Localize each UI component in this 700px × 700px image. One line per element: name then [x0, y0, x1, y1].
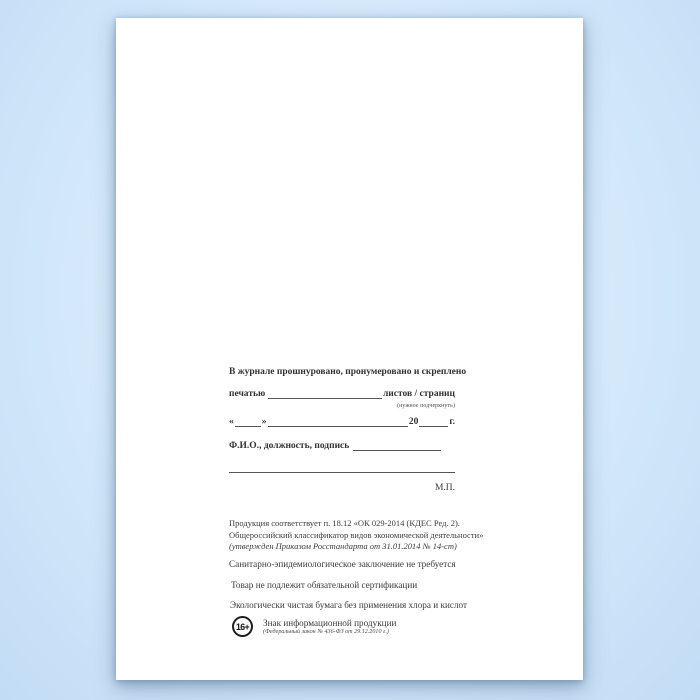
fio-line: [229, 441, 455, 451]
close-quote: »: [261, 417, 267, 427]
certification-note: Товар не подлежит обязательной сертификации: [231, 580, 418, 590]
compliance-line-2: Общероссийский классификатор видов экономической деятельности»: [229, 529, 484, 540]
info-product-title: Знак информационной продукции: [263, 618, 397, 628]
compliance-line-1: Продукция соответствует п. 18.12 «ОК 029-2014 (КДЕС Ред. 2).: [229, 518, 460, 528]
year-blank: [419, 425, 448, 427]
year-suffix: г.: [449, 417, 455, 427]
extra-signature-blank: [229, 462, 455, 473]
fio-label: Ф.И.О., должность, подпись: [229, 441, 350, 451]
seal-pechatyu-line: [229, 389, 455, 399]
year-prefix: 20: [408, 417, 419, 427]
eco-paper-note: Экологически чистая бумага без применения хлора и кислот: [230, 600, 468, 610]
sanitary-note: Санитарно-эпидемиологическое заключение не требуется: [229, 559, 456, 569]
sheets-count-blank: [268, 397, 382, 399]
federal-law-reference: (Федеральный закон № 436-ФЗ от 29.12.2010 г.): [263, 629, 389, 635]
compliance-line-3: (утвержден Приказом Росстандарта от 31.01.2014 № 14-ст): [229, 541, 457, 552]
sheets-pages-label: листов / страниц: [382, 389, 455, 399]
date-line: [229, 417, 455, 427]
age-16plus-icon: 16+: [232, 616, 253, 637]
text-block: [229, 18, 484, 680]
stamp-place-label: М.П.: [434, 483, 455, 493]
signature-blank: [353, 449, 441, 451]
day-blank: [235, 425, 261, 427]
open-quote: «: [229, 417, 234, 427]
info-product-mark: [229, 616, 455, 637]
underline-needed-note: (нужное подчеркнуть): [397, 403, 455, 409]
month-blank: [268, 425, 408, 427]
seal-statement-line: В журнале прошнуровано, пронумеровано и скреплено: [229, 367, 467, 377]
compliance-paragraph: [229, 518, 484, 553]
pechatyu-label: печатью: [229, 389, 266, 399]
document-page: [116, 18, 583, 680]
info-product-text: [263, 616, 396, 635]
